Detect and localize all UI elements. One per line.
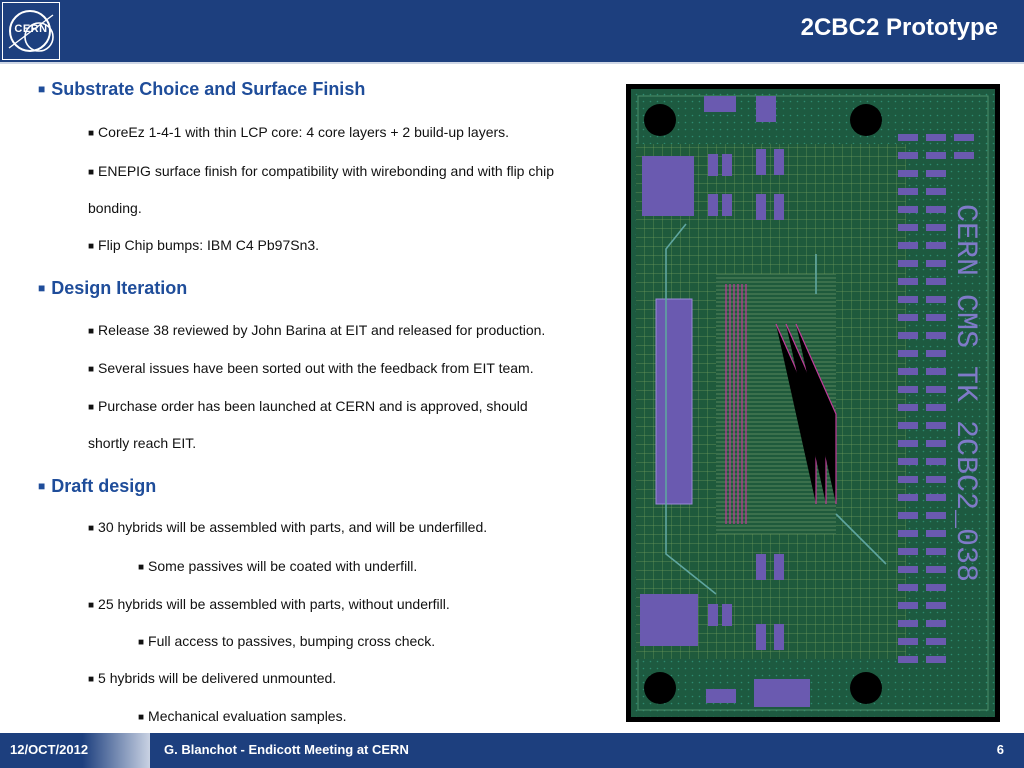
cern-logo <box>2 2 60 60</box>
footer-date: 12/OCT/2012 <box>10 742 89 757</box>
substrate-item-2 <box>88 163 554 179</box>
pcb-drawing <box>626 84 1000 722</box>
pcb-pad <box>642 156 694 216</box>
substrate-item-3 <box>88 237 319 253</box>
iteration-item-3-text: Purchase order has been launched at CERN and is approved, should <box>98 398 528 414</box>
iteration-item-1-text: Release 38 reviewed by John Barina at EIT and released for production. <box>98 322 546 338</box>
draft-item-1-sub-text: Some passives will be coated with underfill. <box>148 558 418 574</box>
substrate-item-3-text: Flip Chip bumps: IBM C4 Pb97Sn3. <box>98 237 320 253</box>
draft-item-3-sub <box>138 708 347 724</box>
slide-title: 2CBC2 Prototype <box>800 14 998 41</box>
iteration-item-3-cont: shortly reach EIT. <box>88 435 197 451</box>
substrate-item-1 <box>88 124 509 140</box>
slide-footer <box>0 733 1024 768</box>
draft-item-3-text: 5 hybrids will be delivered unmounted. <box>98 670 337 686</box>
iteration-item-2 <box>88 360 534 376</box>
heading-draft-text: Draft design <box>51 476 157 496</box>
bullet-icon: ■ <box>88 241 95 252</box>
bullet-icon: ■ <box>88 674 95 685</box>
bullet-icon: ■ <box>88 402 95 413</box>
substrate-item-2-cont: bonding. <box>88 200 142 216</box>
bullet-icon: ■ <box>138 637 145 648</box>
heading-substrate-text: Substrate Choice and Surface Finish <box>51 79 366 99</box>
substrate-item-2-text: ENEPIG surface finish for compatibility with wirebonding and with flip chip <box>98 163 555 179</box>
heading-iteration <box>38 278 187 299</box>
bullet-icon: ■ <box>88 167 95 178</box>
draft-item-1 <box>88 519 487 535</box>
pcb-silkscreen-text: CERN CMS TK 2CBC2_038 <box>948 204 982 583</box>
iteration-item-3 <box>88 398 528 414</box>
substrate-item-1-text: CoreEz 1-4-1 with thin LCP core: 4 core layers + 2 build-up layers. <box>98 124 510 140</box>
header-rule <box>0 62 1024 64</box>
pcb-pad <box>640 594 698 646</box>
draft-item-2 <box>88 596 450 612</box>
pcb-connector-pad <box>656 299 692 504</box>
heading-iteration-text: Design Iteration <box>51 278 188 298</box>
bullet-icon: ■ <box>88 523 95 534</box>
mounting-hole <box>644 672 676 704</box>
mounting-hole <box>850 672 882 704</box>
bullet-icon: ■ <box>138 562 145 573</box>
bullet-icon: ■ <box>88 326 95 337</box>
draft-item-2-sub <box>138 633 435 649</box>
mounting-hole <box>850 104 882 136</box>
bullet-icon: ■ <box>38 479 46 493</box>
bullet-icon: ■ <box>38 82 46 96</box>
bullet-icon: ■ <box>88 128 95 139</box>
draft-item-3 <box>88 670 336 686</box>
mounting-hole <box>644 104 676 136</box>
bullet-icon: ■ <box>88 364 95 375</box>
draft-item-1-text: 30 hybrids will be assembled with parts, and will be underfilled. <box>98 519 488 535</box>
slide-header <box>0 0 1024 62</box>
bullet-icon: ■ <box>88 600 95 611</box>
draft-item-2-sub-text: Full access to passives, bumping cross check. <box>148 633 436 649</box>
iteration-item-2-text: Several issues have been sorted out with the feedback from EIT team. <box>98 360 534 376</box>
heading-draft <box>38 476 156 497</box>
iteration-item-1 <box>88 322 545 338</box>
bullet-icon: ■ <box>38 281 46 295</box>
logo-text: CERN <box>14 23 48 35</box>
draft-item-2-text: 25 hybrids will be assembled with parts, without underfill. <box>98 596 450 612</box>
draft-item-1-sub <box>138 558 417 574</box>
pcb-layout-image <box>626 84 1000 722</box>
bullet-icon: ■ <box>138 712 145 723</box>
page-number: 6 <box>996 742 1004 757</box>
draft-item-3-sub-text: Mechanical evaluation samples. <box>148 708 347 724</box>
heading-substrate <box>38 79 365 100</box>
footer-author-event: G. Blanchot - Endicott Meeting at CERN <box>164 742 409 757</box>
